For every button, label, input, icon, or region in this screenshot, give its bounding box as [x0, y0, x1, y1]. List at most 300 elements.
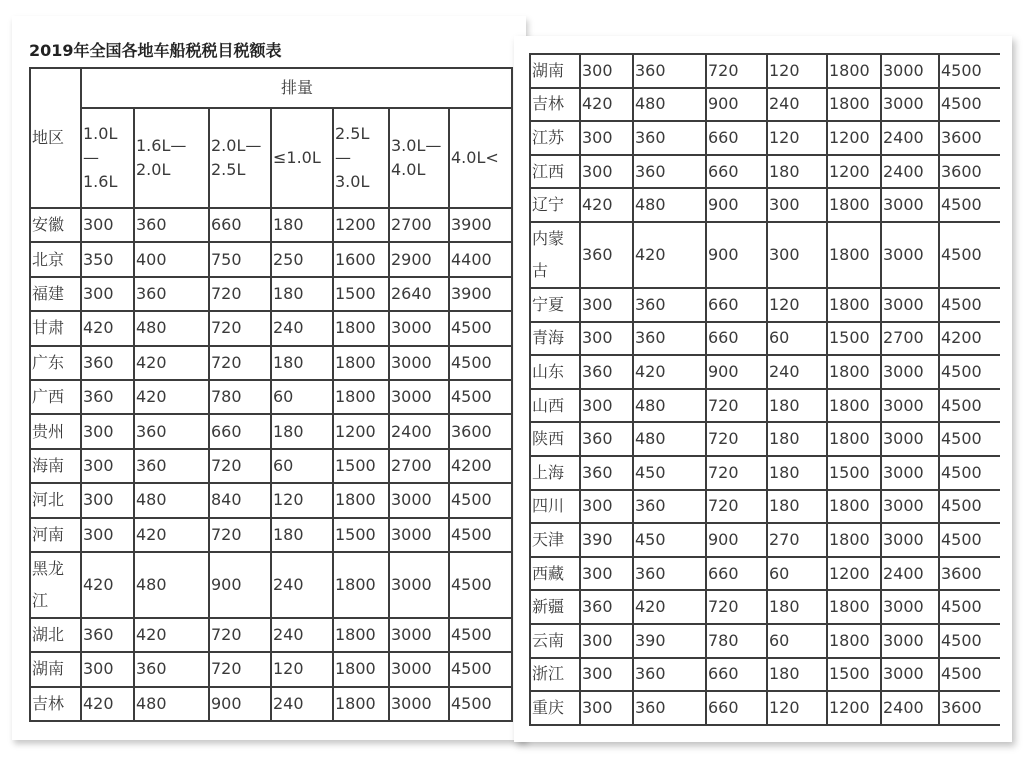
tax-value-cell: 2400: [881, 691, 939, 725]
region-cell: 宁夏: [530, 288, 580, 322]
region-line: 内蒙: [532, 228, 565, 248]
tax-value-cell: 2640: [389, 277, 449, 311]
tax-value-cell: 1500: [333, 277, 389, 311]
tax-value-cell: 1600: [333, 242, 389, 276]
region-cell: 陕西: [530, 422, 580, 456]
region-cell: 云南: [530, 624, 580, 658]
column-header-line: 3.0L—: [391, 136, 442, 155]
tax-value-cell: 1200: [827, 121, 881, 155]
region-cell: 甘肃: [30, 311, 81, 345]
tax-value-cell: 1800: [827, 54, 881, 88]
tax-value-cell: 4500: [449, 380, 512, 414]
tax-value-cell: 360: [134, 652, 209, 686]
tax-value-cell: 300: [580, 658, 633, 692]
table-row: [30, 449, 512, 483]
tax-value-cell: 360: [633, 54, 706, 88]
tax-value-cell: 60: [767, 624, 827, 658]
column-header-0: [81, 108, 134, 208]
tax-value-cell: 660: [706, 658, 767, 692]
tax-value-cell: 180: [767, 456, 827, 490]
tax-value-cell: 300: [81, 208, 134, 242]
tax-value-cell: 1200: [333, 208, 389, 242]
table-row: [530, 288, 1000, 322]
region-cell: 吉林: [530, 88, 580, 122]
table-row: [30, 311, 512, 345]
tax-value-cell: 360: [633, 490, 706, 524]
tax-value-cell: 60: [767, 322, 827, 356]
table-row: [30, 414, 512, 448]
tax-value-cell: 480: [134, 687, 209, 721]
table-row: [30, 618, 512, 652]
tax-value-cell: 240: [271, 687, 333, 721]
tax-value-cell: 3900: [449, 208, 512, 242]
tax-value-cell: 360: [633, 658, 706, 692]
tax-value-cell: 420: [81, 687, 134, 721]
tax-value-cell: 1800: [827, 624, 881, 658]
tax-value-cell: 350: [81, 242, 134, 276]
tax-value-cell: 120: [767, 121, 827, 155]
table-row: [530, 155, 1000, 189]
region-cell: 北京: [30, 242, 81, 276]
region-cell: 吉林: [30, 687, 81, 721]
region-cell: [30, 552, 81, 618]
tax-value-cell: 1800: [827, 389, 881, 423]
tax-value-cell: 4500: [939, 422, 1000, 456]
region-cell: 江苏: [530, 121, 580, 155]
table-row: [530, 590, 1000, 624]
table-row: [30, 208, 512, 242]
tax-value-cell: 300: [81, 414, 134, 448]
tax-value-cell: 300: [580, 322, 633, 356]
tax-value-cell: 180: [271, 346, 333, 380]
tax-value-cell: 4500: [939, 88, 1000, 122]
tax-value-cell: 360: [580, 590, 633, 624]
region-cell: 安徽: [30, 208, 81, 242]
tax-value-cell: 720: [706, 422, 767, 456]
tax-table-left: [29, 67, 513, 722]
tax-value-cell: 3000: [389, 618, 449, 652]
region-line: 江: [32, 590, 49, 610]
tax-value-cell: 120: [767, 54, 827, 88]
tax-value-cell: 2700: [881, 322, 939, 356]
table-row: [530, 222, 1000, 288]
tax-table-right: [529, 53, 1000, 726]
region-cell: 新疆: [530, 590, 580, 624]
tax-value-cell: 300: [81, 277, 134, 311]
tax-value-cell: 4500: [939, 288, 1000, 322]
tax-value-cell: 1800: [827, 188, 881, 222]
tax-value-cell: 720: [706, 54, 767, 88]
region-cell: 山东: [530, 355, 580, 389]
region-cell: 西藏: [530, 557, 580, 591]
tax-value-cell: 3000: [881, 188, 939, 222]
tax-value-cell: 420: [134, 380, 209, 414]
tax-value-cell: 660: [209, 208, 271, 242]
tax-value-cell: 1800: [827, 523, 881, 557]
tax-value-cell: 3000: [881, 88, 939, 122]
tax-value-cell: 360: [134, 277, 209, 311]
tax-value-cell: 360: [580, 456, 633, 490]
tax-value-cell: 180: [767, 590, 827, 624]
tax-value-cell: 180: [767, 155, 827, 189]
tax-value-cell: 4500: [449, 552, 512, 618]
tax-value-cell: 1800: [827, 355, 881, 389]
tax-value-cell: 360: [81, 618, 134, 652]
tax-value-cell: 3000: [881, 624, 939, 658]
tax-value-cell: 1200: [827, 557, 881, 591]
table-row: [530, 88, 1000, 122]
tax-value-cell: 180: [767, 658, 827, 692]
tax-value-cell: 400: [134, 242, 209, 276]
tax-value-cell: 720: [209, 618, 271, 652]
tax-value-cell: 660: [706, 288, 767, 322]
table-row: [530, 389, 1000, 423]
region-cell: 浙江: [530, 658, 580, 692]
tax-value-cell: 900: [209, 687, 271, 721]
table-row: [530, 121, 1000, 155]
tax-value-cell: 300: [580, 121, 633, 155]
tax-value-cell: 60: [767, 557, 827, 591]
tax-value-cell: 3000: [881, 456, 939, 490]
column-header-line: 4.0L<: [451, 148, 499, 167]
tax-value-cell: 450: [633, 456, 706, 490]
tax-value-cell: 3000: [881, 222, 939, 288]
tax-value-cell: 420: [633, 590, 706, 624]
tax-value-cell: 3000: [389, 483, 449, 517]
tax-value-cell: 390: [580, 523, 633, 557]
tax-value-cell: 1800: [333, 687, 389, 721]
tax-value-cell: 720: [209, 311, 271, 345]
tax-value-cell: 360: [633, 288, 706, 322]
column-header-line: 2.5L: [211, 160, 246, 179]
table-row: [30, 483, 512, 517]
tax-value-cell: 720: [706, 456, 767, 490]
tax-value-cell: 720: [209, 277, 271, 311]
column-header-line: 2.0L—: [211, 136, 262, 155]
tax-value-cell: 480: [633, 188, 706, 222]
column-header-2: [209, 108, 271, 208]
tax-value-cell: 1500: [827, 322, 881, 356]
tax-value-cell: 480: [633, 422, 706, 456]
tax-value-cell: 360: [134, 449, 209, 483]
tax-value-cell: 420: [134, 346, 209, 380]
tax-value-cell: 300: [81, 652, 134, 686]
tax-value-cell: 4500: [939, 188, 1000, 222]
tax-value-cell: 270: [767, 523, 827, 557]
table-row: [530, 422, 1000, 456]
tax-value-cell: 660: [706, 557, 767, 591]
tax-value-cell: 4500: [449, 618, 512, 652]
tax-value-cell: 3000: [389, 346, 449, 380]
tax-value-cell: 3000: [881, 355, 939, 389]
column-header-line: 3.0L: [335, 172, 370, 191]
tax-value-cell: 420: [134, 618, 209, 652]
table-row: [30, 242, 512, 276]
tax-value-cell: 240: [271, 552, 333, 618]
tax-value-cell: 1500: [827, 658, 881, 692]
tax-value-cell: 3000: [389, 518, 449, 552]
tax-value-cell: 720: [706, 590, 767, 624]
tax-value-cell: 3000: [881, 422, 939, 456]
tax-value-cell: 3000: [389, 552, 449, 618]
column-header-line: —: [83, 148, 99, 167]
tax-value-cell: 1800: [827, 422, 881, 456]
region-cell: 湖北: [30, 618, 81, 652]
tax-value-cell: 2700: [389, 449, 449, 483]
region-cell: 辽宁: [530, 188, 580, 222]
tax-value-cell: 1800: [333, 346, 389, 380]
tax-value-cell: 4500: [939, 658, 1000, 692]
column-header-line: 1.6L: [83, 172, 118, 191]
tax-value-cell: 1200: [827, 691, 881, 725]
tax-value-cell: 720: [706, 490, 767, 524]
tax-value-cell: 300: [580, 557, 633, 591]
column-header-6: [449, 108, 512, 208]
tax-value-cell: 4500: [939, 624, 1000, 658]
tax-value-cell: 300: [580, 155, 633, 189]
tax-value-cell: 120: [767, 288, 827, 322]
tax-value-cell: 300: [580, 691, 633, 725]
tax-value-cell: 720: [209, 346, 271, 380]
tax-value-cell: 300: [580, 389, 633, 423]
region-cell: 福建: [30, 277, 81, 311]
tax-value-cell: 360: [633, 155, 706, 189]
tax-value-cell: 420: [81, 311, 134, 345]
tax-value-cell: 3000: [881, 54, 939, 88]
tax-value-cell: 420: [580, 188, 633, 222]
tax-value-cell: 3000: [389, 652, 449, 686]
tax-value-cell: 4500: [449, 311, 512, 345]
tax-value-cell: 3600: [939, 121, 1000, 155]
tax-value-cell: 4500: [449, 652, 512, 686]
tax-value-cell: 480: [633, 389, 706, 423]
table-row: [530, 188, 1000, 222]
tax-value-cell: 900: [209, 552, 271, 618]
tax-value-cell: 4500: [449, 687, 512, 721]
region-cell: 山西: [530, 389, 580, 423]
page-title: 2019年全国各地车船税税目税额表: [29, 41, 282, 60]
column-header-line: 4.0L: [391, 160, 426, 179]
tax-value-cell: 660: [706, 322, 767, 356]
tax-value-cell: 720: [209, 518, 271, 552]
tax-value-cell: 180: [271, 414, 333, 448]
region-cell: 青海: [530, 322, 580, 356]
table-row: [530, 523, 1000, 557]
tax-value-cell: 2900: [389, 242, 449, 276]
tax-value-cell: 120: [767, 691, 827, 725]
region-line: 古: [532, 260, 549, 280]
column-header-line: 1.6L—: [136, 136, 187, 155]
tax-value-cell: 3000: [389, 311, 449, 345]
tax-value-cell: 420: [580, 88, 633, 122]
tax-value-cell: 60: [271, 449, 333, 483]
table-row: [530, 322, 1000, 356]
tax-value-cell: 4400: [449, 242, 512, 276]
tax-value-cell: 390: [633, 624, 706, 658]
tax-value-cell: 4500: [449, 346, 512, 380]
tax-value-cell: 660: [706, 691, 767, 725]
table-row: [530, 557, 1000, 591]
tax-value-cell: 1500: [333, 449, 389, 483]
tax-value-cell: 3000: [881, 590, 939, 624]
tax-value-cell: 2700: [389, 208, 449, 242]
tax-value-cell: 420: [633, 355, 706, 389]
region-cell: 湖南: [530, 54, 580, 88]
region-cell: 河北: [30, 483, 81, 517]
tax-value-cell: 1800: [333, 311, 389, 345]
tax-value-cell: 3000: [881, 389, 939, 423]
tax-value-cell: 240: [271, 311, 333, 345]
tax-value-cell: 720: [209, 449, 271, 483]
tax-value-cell: 1800: [333, 552, 389, 618]
tax-value-cell: 660: [706, 121, 767, 155]
table-row: [30, 380, 512, 414]
tax-value-cell: 4500: [939, 222, 1000, 288]
tax-value-cell: 720: [209, 652, 271, 686]
column-header-5: [389, 108, 449, 208]
region-line: 黑龙: [32, 558, 65, 578]
tax-value-cell: 4500: [939, 54, 1000, 88]
column-header-line: 2.5L: [335, 124, 370, 143]
tax-value-cell: 1500: [827, 456, 881, 490]
tax-value-cell: 360: [633, 691, 706, 725]
region-cell: 河南: [30, 518, 81, 552]
tax-value-cell: 360: [580, 355, 633, 389]
region-cell: 江西: [530, 155, 580, 189]
tax-value-cell: 900: [706, 355, 767, 389]
tax-value-cell: 450: [633, 523, 706, 557]
tax-value-cell: 3600: [449, 414, 512, 448]
tax-value-cell: 300: [580, 54, 633, 88]
tax-value-cell: 3600: [939, 691, 1000, 725]
region-cell: 广东: [30, 346, 81, 380]
tax-value-cell: 840: [209, 483, 271, 517]
tax-value-cell: 4500: [939, 523, 1000, 557]
tax-value-cell: 4500: [939, 389, 1000, 423]
table-row: [530, 624, 1000, 658]
tax-value-cell: 1200: [827, 155, 881, 189]
displacement-column-headers: [30, 108, 512, 208]
region-cell: 贵州: [30, 414, 81, 448]
column-header-line: ≤1.0L: [273, 148, 321, 167]
tax-value-cell: 4500: [939, 490, 1000, 524]
tax-value-cell: 660: [706, 155, 767, 189]
tax-value-cell: 420: [81, 552, 134, 618]
tax-value-cell: 240: [767, 88, 827, 122]
table-row: [30, 687, 512, 721]
tax-value-cell: 4500: [449, 518, 512, 552]
tax-value-cell: 780: [209, 380, 271, 414]
tax-value-cell: 360: [81, 380, 134, 414]
tax-value-cell: 180: [767, 389, 827, 423]
tax-value-cell: 480: [134, 483, 209, 517]
tax-value-cell: 1800: [827, 590, 881, 624]
region-cell: 天津: [530, 523, 580, 557]
tax-value-cell: 1800: [827, 88, 881, 122]
tax-value-cell: 4500: [939, 355, 1000, 389]
region-cell: 上海: [530, 456, 580, 490]
tax-value-cell: 660: [209, 414, 271, 448]
tax-value-cell: 2400: [881, 121, 939, 155]
tax-value-cell: 360: [633, 121, 706, 155]
tax-value-cell: 360: [580, 222, 633, 288]
tax-value-cell: 420: [633, 222, 706, 288]
column-header-line: 2.0L: [136, 160, 171, 179]
tax-value-cell: 3600: [939, 557, 1000, 591]
tax-value-cell: 250: [271, 242, 333, 276]
tax-value-cell: 1200: [333, 414, 389, 448]
region-cell: 湖南: [30, 652, 81, 686]
tax-value-cell: 300: [580, 624, 633, 658]
tax-value-cell: 300: [81, 449, 134, 483]
tax-value-cell: 480: [633, 88, 706, 122]
region-cell: 广西: [30, 380, 81, 414]
tax-value-cell: 240: [271, 618, 333, 652]
tax-value-cell: 900: [706, 88, 767, 122]
tax-value-cell: 300: [580, 288, 633, 322]
table-row: [30, 552, 512, 618]
tax-value-cell: 300: [81, 518, 134, 552]
region-cell: 重庆: [530, 691, 580, 725]
tax-value-cell: 780: [706, 624, 767, 658]
tax-value-cell: 900: [706, 523, 767, 557]
tax-value-cell: 480: [134, 552, 209, 618]
tax-value-cell: 2400: [881, 557, 939, 591]
table-row: [30, 346, 512, 380]
displacement-group-header: 排量: [81, 68, 512, 108]
column-header-3: [271, 108, 333, 208]
tax-value-cell: 180: [271, 208, 333, 242]
tax-value-cell: 3000: [881, 490, 939, 524]
tax-value-cell: 720: [706, 389, 767, 423]
tax-value-cell: 360: [134, 208, 209, 242]
region-cell: 四川: [530, 490, 580, 524]
tax-value-cell: 1800: [333, 652, 389, 686]
column-header-line: 1.0L: [83, 124, 118, 143]
tax-value-cell: 1800: [827, 222, 881, 288]
table-row: [530, 54, 1000, 88]
tax-value-cell: 4500: [939, 456, 1000, 490]
tax-value-cell: 300: [580, 490, 633, 524]
tax-value-cell: 480: [134, 311, 209, 345]
tax-value-cell: 180: [271, 277, 333, 311]
tax-value-cell: 3000: [881, 658, 939, 692]
tax-value-cell: 180: [767, 422, 827, 456]
tax-value-cell: 180: [767, 490, 827, 524]
tax-value-cell: 900: [706, 188, 767, 222]
tax-value-cell: 360: [580, 422, 633, 456]
tax-value-cell: 420: [134, 518, 209, 552]
tax-value-cell: 360: [633, 322, 706, 356]
table-row: [530, 658, 1000, 692]
tax-value-cell: 4500: [449, 483, 512, 517]
tax-value-cell: 1800: [333, 618, 389, 652]
tax-value-cell: 360: [81, 346, 134, 380]
tax-value-cell: 300: [767, 222, 827, 288]
region-cell: [530, 222, 580, 288]
tax-value-cell: 3000: [881, 288, 939, 322]
tax-value-cell: 2400: [389, 414, 449, 448]
tax-value-cell: 120: [271, 652, 333, 686]
tax-value-cell: 3900: [449, 277, 512, 311]
tax-value-cell: 4200: [449, 449, 512, 483]
tax-value-cell: 3000: [881, 523, 939, 557]
tax-value-cell: 1500: [333, 518, 389, 552]
column-header-1: [134, 108, 209, 208]
table-row: [30, 277, 512, 311]
tax-value-cell: 1800: [827, 288, 881, 322]
tax-value-cell: 750: [209, 242, 271, 276]
